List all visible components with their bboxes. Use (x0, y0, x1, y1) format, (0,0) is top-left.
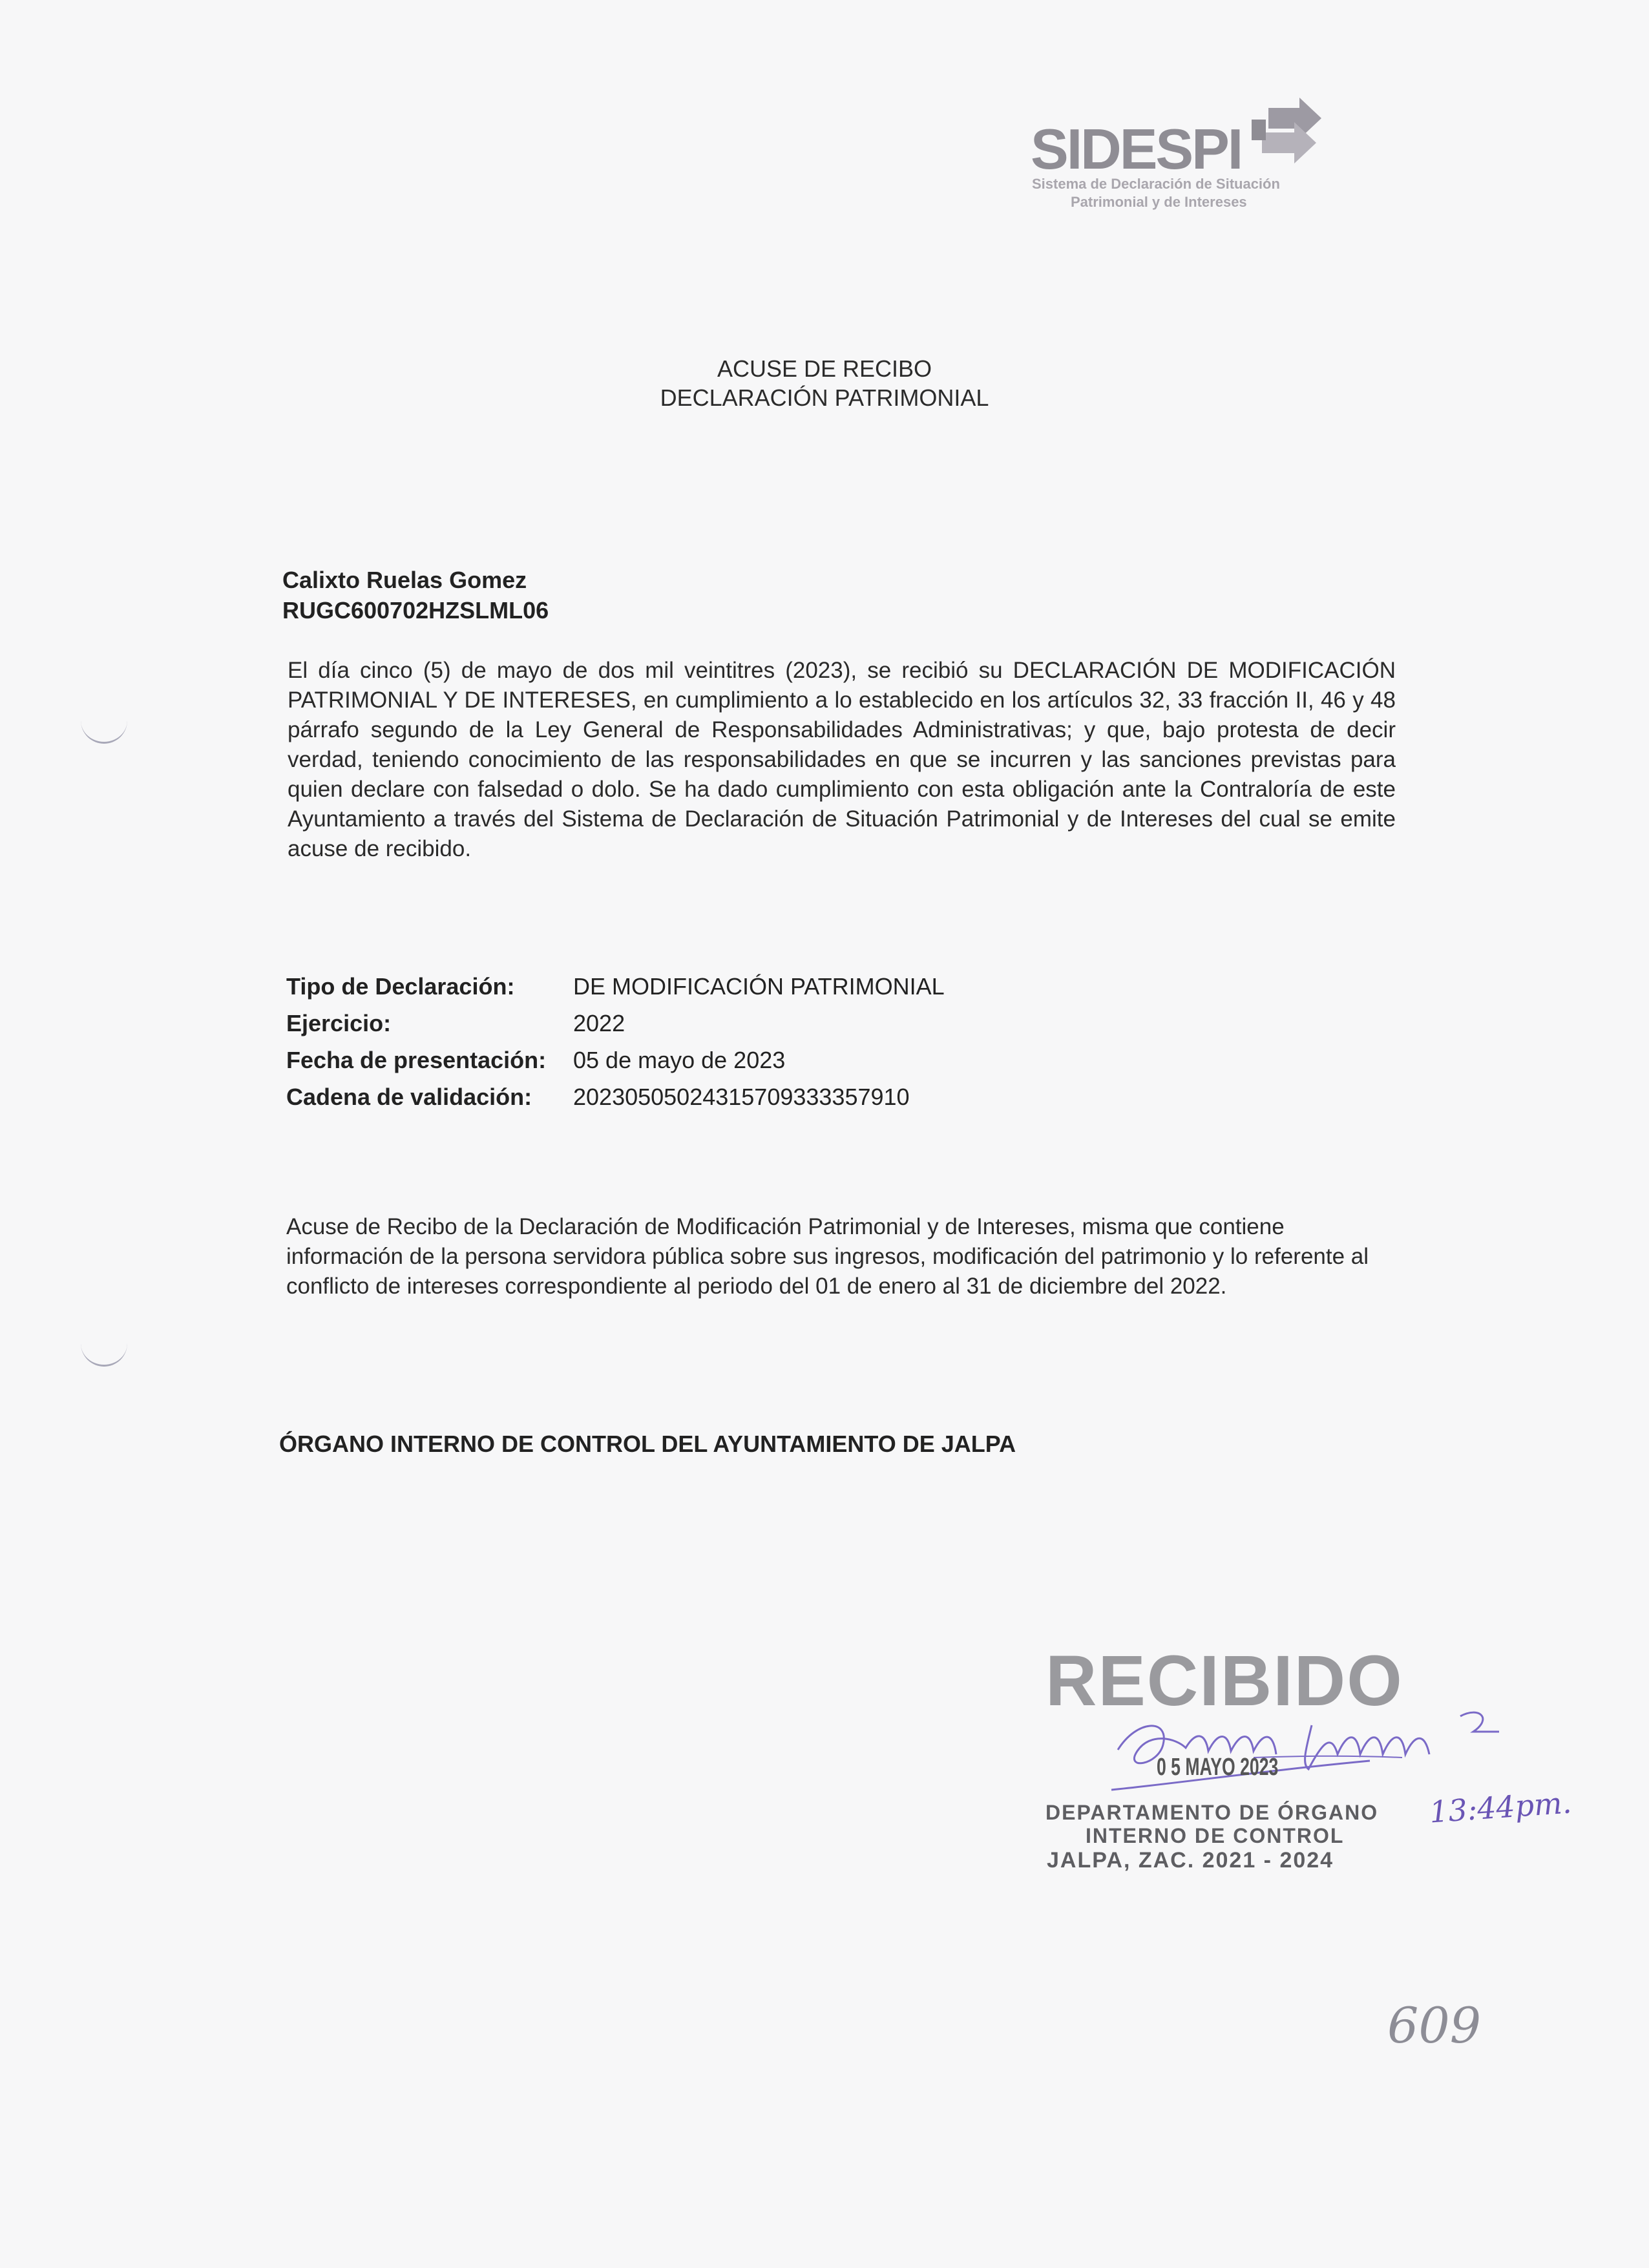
issuing-organ: ÓRGANO INTERNO DE CONTROL DEL AYUNTAMIENTO DE JALPA (279, 1431, 1016, 1457)
detail-value-type: DE MODIFICACIÓN PATRIMONIAL (573, 973, 945, 1000)
detail-value-year: 2022 (573, 1010, 625, 1036)
person-rfc: RUGC600702HZSLML06 (282, 597, 549, 624)
document-title-line-2: DECLARACIÓN PATRIMONIAL (660, 384, 989, 411)
detail-label-type: Tipo de Declaración: (286, 973, 515, 1000)
stamp-department-line-3: JALPA, ZAC. 2021 - 2024 (1047, 1848, 1334, 1873)
detail-value-validation: 20230505024315709333357910 (573, 1084, 910, 1110)
logo-subtitle-1: Sistema de Declaración de Situación (1032, 176, 1280, 192)
detail-label-validation: Cadena de validación: (286, 1084, 532, 1110)
sidespi-logo (1031, 94, 1334, 216)
person-name: Calixto Ruelas Gomez (282, 567, 527, 593)
punch-hole-mark (81, 1339, 127, 1367)
received-stamp-date: 0 5 MAYO 2023 (1157, 1754, 1279, 1781)
document-title-line-1: ACUSE DE RECIBO (717, 355, 932, 382)
handwritten-page-number: 609 (1387, 1997, 1482, 2054)
detail-label-date: Fecha de presentación: (286, 1047, 547, 1073)
receipt-paragraph: El día cinco (5) de mayo de dos mil veintitres (2023), se recibió su DECLARACIÓN DE MODIFICACIÓN PATRIMONIAL Y DE INTERESES, en cumplimiento a lo establecido en los artículos 32, 33 fracción II, 46 y 48 párrafo segundo de la Ley General de Responsabilidades Administrativas; y que, bajo protesta de decir verdad, teniendo conocimiento de las responsabilidades en que se incurren y las sanciones previstas para quien declare con falsedad o dolo. Se ha dado cumplimiento con esta obligación ante la Contraloría de este Ayuntamiento a través del Sistema de Declaración de Situación Patrimonial y de Intereses del cual se emite acuse de recibido. (288, 658, 1396, 861)
punch-hole-mark (81, 716, 127, 744)
logo-wordmark: SIDESPI (1031, 117, 1242, 181)
detail-value-date: 05 de mayo de 2023 (573, 1047, 786, 1073)
logo-subtitle-2: Patrimonial y de Intereses (1071, 194, 1247, 210)
stamp-department-line-2: INTERNO DE CONTROL (1086, 1824, 1345, 1847)
handwritten-signature (1098, 1693, 1525, 1803)
period-paragraph: Acuse de Recibo de la Declaración de Modificación Patrimonial y de Intereses, misma que contiene información de la persona servidora pública sobre sus ingresos, modificación del patrimonio y lo referente al conflicto de intereses correspondiente al periodo del 01 de enero al 31 de diciembre del 2022. (286, 1214, 1369, 1299)
stamp-department-line-1: DEPARTAMENTO DE ÓRGANO (1045, 1801, 1379, 1824)
handwritten-time: 13:44pm. (1428, 1785, 1573, 1830)
received-stamp-word: RECIBIDO (1045, 1641, 1403, 1721)
detail-label-year: Ejercicio: (286, 1010, 392, 1036)
double-arrow-icon (1249, 95, 1330, 176)
